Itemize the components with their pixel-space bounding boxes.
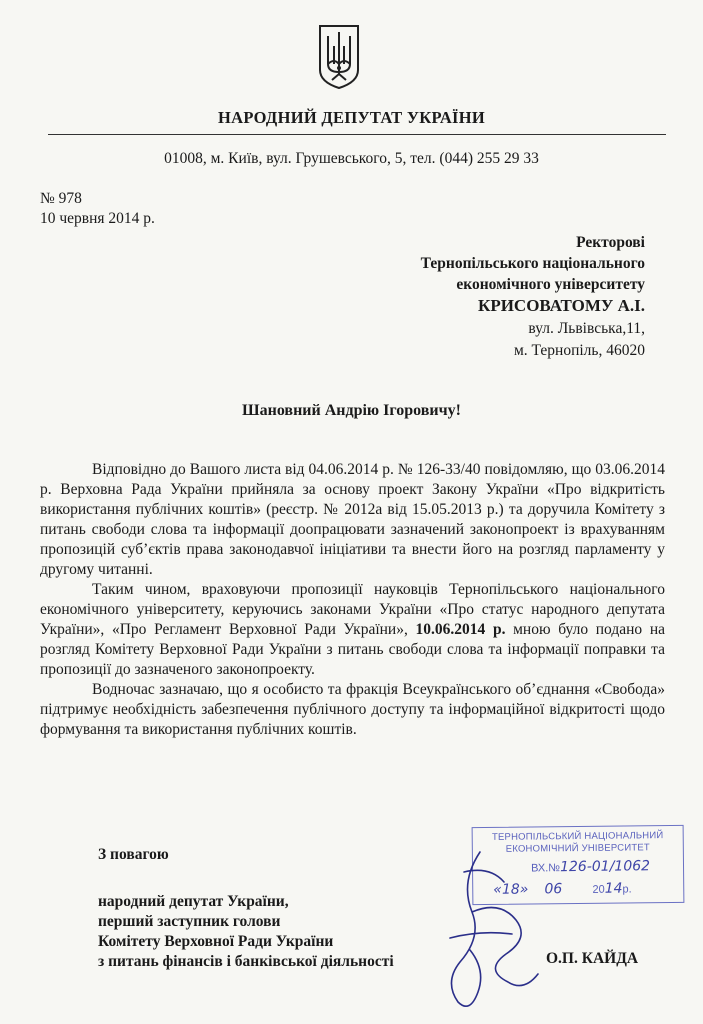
body-paragraph-1: Відповідно до Вашого листа від 04.06.2014 р. № 126-33/40 повідомляю, що 03.06.2014 р. Верховна Рада України прийняла за основу проект Закону України «Про відкритість використання публічних коштів» (реєстр. № 2012а від 15.05.2013 р.) та доручила Комітету з питань свободи слова та інформації доопрацювати зазначений законопроект із врахуванням пропозицій суб’єктів права законодавчої ініціативи та внести його на розгляд парламенту у другому читанні. (40, 461, 665, 578)
stamp-year-unit: р. (622, 883, 632, 896)
sender-address: 01008, м. Київ, вул. Грушевського, 5, тел. (044) 255 29 33 (164, 150, 539, 167)
recipient-block (421, 232, 645, 316)
stamp-month: 06 (544, 881, 563, 898)
stamp-in-number: 126-01/1062 (559, 858, 651, 876)
header-divider (48, 134, 666, 135)
stamp-in-label: ВХ.№ (530, 862, 561, 875)
signature-line-3: Комітету Верховної Ради України (98, 933, 334, 950)
body-paragraph-2-start: Таким чином, враховуючи пропозиції науковців Тернопільського національного економічного університету, керуючись законами України «Про статус народного депутата України», «Про Регламент Верховної Ради України», (40, 581, 665, 638)
trident-emblem-icon (318, 24, 360, 90)
body-paragraph-3: Водночас зазначаю, що я особисто та фракція Всеукраїнського об’єднання «Свобода» підтримує необхідність забезпечення публічного доступу та інформаційної відкритості щодо формування та використання публічних коштів. (40, 681, 665, 738)
body-paragraph-2-date: 10.06.2014 р. (415, 621, 506, 638)
letter-body (40, 460, 665, 740)
body-paragraph-2 (40, 580, 665, 680)
recipient-line-1: Ректорові (576, 234, 645, 251)
signatory-name: О.П. КАЙДА (546, 950, 639, 967)
signature-line-1: народний депутат України, (98, 893, 289, 910)
letter-number: № 978 (40, 190, 82, 207)
recipient-name: КРИСОВАТОМУ А.І. (478, 296, 645, 315)
stamp-year-prefix: 20 (592, 883, 605, 896)
sender-title: НАРОДНИЙ ДЕПУТАТ УКРАЇНИ (217, 108, 486, 127)
stamp-day: «18» (493, 881, 529, 898)
salutation: Шановний Андрію Ігоровичу! (242, 402, 461, 419)
recipient-line-3: економічного університету (456, 276, 645, 293)
recipient-street: вул. Львівська,11, (528, 320, 645, 337)
signature-line-2: перший заступник голови (98, 913, 281, 930)
stamp-line-1: ТЕРНОПІЛЬСЬКИЙ НАЦІОНАЛЬНИЙ (491, 830, 664, 843)
body-paragraph-2-middle: мною було подано на розгляд Комітету Верховної Ради України з питань свободи слова та інформації поправки та пропозиції до зазначеного законопроекту. (40, 621, 666, 678)
handwritten-signature-icon (420, 842, 580, 1017)
stamp-year-suffix: 14 (604, 880, 623, 897)
signature-line-4: з питань фінансів і банківської діяльності (98, 953, 394, 970)
recipient-address (514, 318, 645, 362)
stamp-line-2: ЕКОНОМІЧНИЙ УНІВЕРСИТЕТ (505, 842, 650, 855)
recipient-line-2: Тернопільського національного (420, 255, 645, 272)
letter-date: 10 червня 2014 р. (40, 210, 155, 227)
closing: З повагою (98, 846, 169, 863)
signature-block (98, 892, 394, 972)
recipient-city: м. Тернопіль, 46020 (513, 342, 645, 359)
